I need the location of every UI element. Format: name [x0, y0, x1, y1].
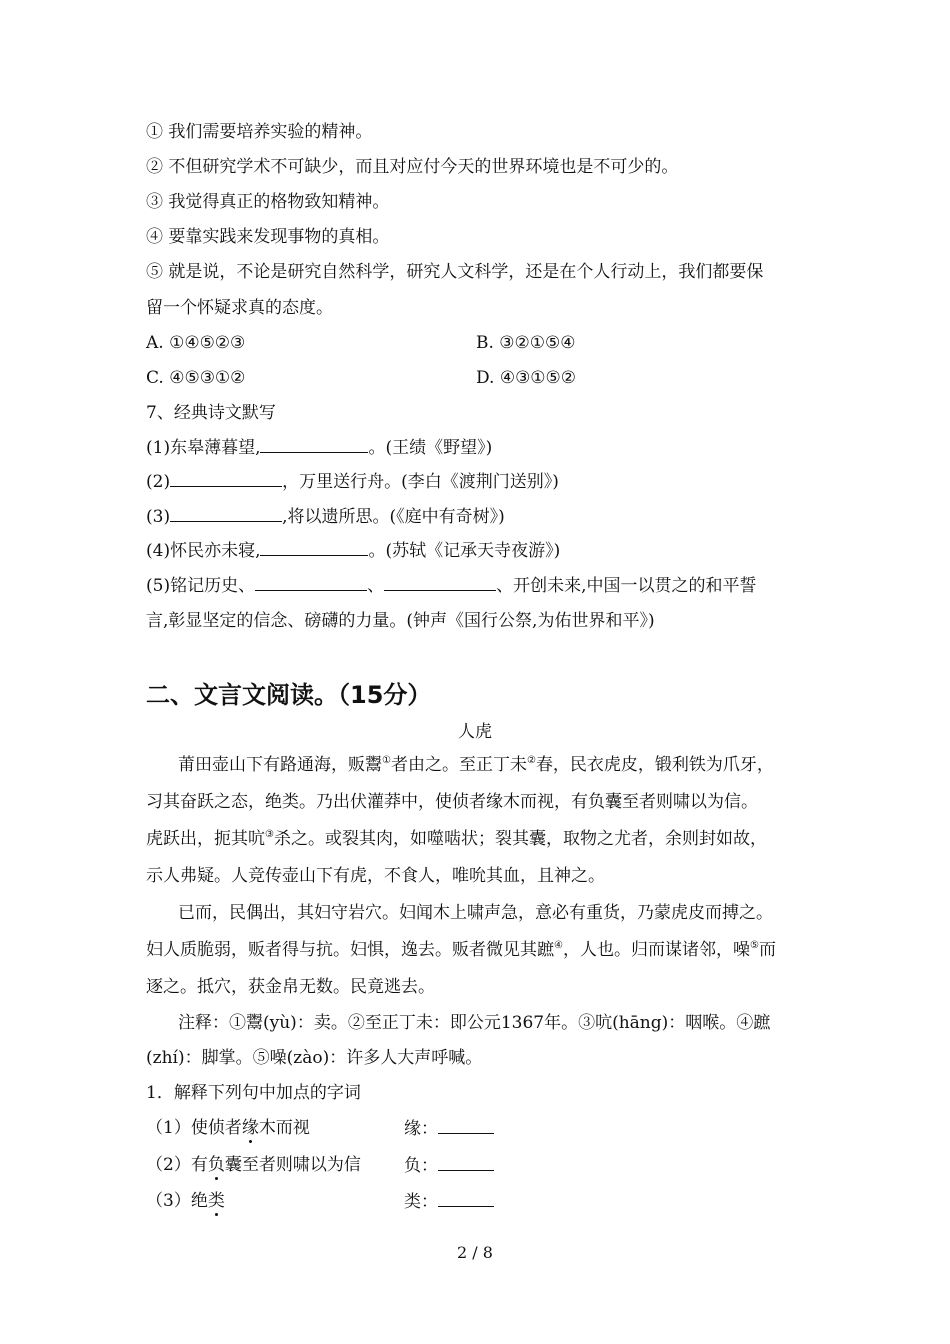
passage-line-5: 已而，民偶出，其妇守岩穴。妇闻木上啸声急，意必有重货，乃蒙虎皮而搏之。	[178, 903, 773, 923]
footnote-mark: ④	[554, 940, 563, 951]
answer-blank[interactable]	[384, 573, 496, 591]
q7-line-3-source: ,将以遗所思。(《庭中有奇树》)	[282, 507, 505, 527]
sentence-4: ④ 要靠实践来发现事物的真相。	[146, 227, 390, 247]
q7-line-5-rest: 、开创未来,中国一以贯之的和平誓	[496, 576, 757, 596]
sentence-5-cont: 留一个怀疑求真的态度。	[146, 298, 333, 318]
q1-item-text: （3）绝	[146, 1191, 208, 1211]
answer-blank[interactable]	[255, 573, 367, 591]
q1-item-text: （2）有	[146, 1155, 208, 1175]
q7-line-5	[146, 573, 757, 598]
q1-answer-1	[404, 1116, 494, 1141]
q1-answer-2	[404, 1153, 494, 1178]
footnote-mark: ②	[526, 755, 536, 766]
answer-label: 负：	[404, 1156, 438, 1176]
q1-item-text: 囊至者则啸以为信	[224, 1155, 361, 1175]
answer-blank[interactable]	[438, 1189, 494, 1207]
option-d: D. ④③①⑤②	[476, 368, 577, 388]
q7-line-5-sep: 、	[367, 576, 385, 596]
page-number: 2 / 8	[457, 1243, 493, 1262]
question-7-title: 7、经典诗文默写	[146, 403, 276, 423]
option-a: A. ①④⑤②③	[146, 333, 246, 353]
question-1-title: 1．解释下列句中加点的字词	[146, 1083, 361, 1103]
passage-text: 春，民衣虎皮，锻利铁为爪牙，	[535, 755, 774, 775]
passage-text: ，人也。归而谋诸邻，噪	[562, 940, 750, 960]
dotted-char: 缘	[241, 1118, 259, 1138]
passage-line-3	[146, 827, 767, 851]
passage-text: 虎跃出，扼其吭	[146, 829, 265, 849]
q7-line-5-text: (5)铭记历史、	[146, 576, 256, 596]
sentence-5: ⑤ 就是说，不论是研究自然科学，研究人文科学，还是在个人行动上，我们都要保	[146, 262, 764, 282]
q7-line-4	[146, 538, 560, 563]
annotation-line-1: 注释：①鬻(yù)：卖。②至正丁未：即公元1367年。③吭(hāng)：咽喉。④蹠	[178, 1013, 771, 1033]
q7-line-1	[146, 435, 492, 460]
sentence-1: ① 我们需要培养实验的精神。	[146, 122, 373, 142]
q7-line-3	[146, 504, 505, 529]
q1-item-text: （1）使侦者	[146, 1118, 242, 1138]
passage-text: 妇人质脆弱，贩者得与抗。妇惧，逸去。贩者微见其蹠	[146, 940, 554, 960]
option-c: C. ④⑤③①②	[146, 368, 246, 388]
passage-text: 者由之。至正丁未	[390, 755, 527, 775]
q7-line-6: 言,彰显坚定的信念、磅礴的力量。(钟声《国行公祭,为佑世界和平》)	[146, 611, 655, 631]
answer-blank[interactable]	[260, 435, 368, 453]
passage-title: 人虎	[458, 722, 492, 742]
q7-line-4-source: 。(苏轼《记承天寺夜游》)	[368, 541, 561, 561]
q7-line-4-text: (4)怀民亦未寝,	[146, 541, 261, 561]
q1-item-2	[146, 1153, 361, 1177]
q1-item-3	[146, 1189, 225, 1213]
answer-blank[interactable]	[170, 469, 282, 487]
section-heading: 二、文言文阅读。（15分）	[146, 681, 432, 709]
q7-line-2-source: ，万里送行舟。(李白《渡荆门送别》)	[282, 472, 559, 492]
q7-line-3-text: (3)	[146, 507, 171, 527]
passage-text: 杀之。或裂其肉，如噬啮状；裂其囊，取物之尤者，余则封如故，	[273, 829, 767, 849]
dotted-char: 负	[207, 1155, 225, 1175]
passage-line-1	[178, 753, 774, 777]
q7-line-2	[146, 469, 559, 494]
q1-item-1	[146, 1116, 310, 1140]
passage-line-2: 习其奋跃之态，绝类。乃出伏灌莽中，使侦者缘木而视，有负囊至者则啸以为信。	[146, 792, 758, 812]
dotted-char: 类	[207, 1191, 225, 1211]
sentence-2: ② 不但研究学术不可缺少，而且对应付今天的世界环境也是不可少的。	[146, 157, 679, 177]
answer-blank[interactable]	[260, 538, 368, 556]
option-b: B. ③②①⑤④	[476, 333, 576, 353]
answer-blank[interactable]	[170, 504, 282, 522]
passage-text: 莆田壶山下有路通海，贩鬻	[178, 755, 382, 775]
q1-answer-3	[404, 1189, 494, 1214]
sentence-3: ③ 我觉得真正的格物致知精神。	[146, 192, 390, 212]
passage-line-4: 示人弗疑。人竞传壶山下有虎，不食人，唯吮其血，且神之。	[146, 866, 605, 886]
q1-item-text: 木而视	[258, 1118, 310, 1138]
footnote-mark: ③	[265, 829, 274, 840]
annotation-line-2: (zhí)：脚掌。⑤噪(zào)：许多人大声呼喊。	[146, 1048, 483, 1068]
q7-line-1-source: 。(王绩《野望》)	[368, 438, 493, 458]
passage-line-7: 逐之。抵穴，获金帛无数。民竟逃去。	[146, 977, 435, 997]
q7-line-1-text: (1)东皋薄暮望,	[146, 438, 261, 458]
passage-line-6	[146, 938, 776, 962]
footnote-mark: ①	[382, 755, 391, 766]
answer-blank[interactable]	[438, 1116, 494, 1134]
passage-text: 而	[758, 940, 776, 960]
answer-label: 类：	[404, 1192, 438, 1212]
answer-blank[interactable]	[438, 1153, 494, 1171]
answer-label: 缘：	[404, 1119, 438, 1139]
q7-line-2-text: (2)	[146, 472, 171, 492]
footnote-mark: ⑤	[749, 940, 759, 951]
